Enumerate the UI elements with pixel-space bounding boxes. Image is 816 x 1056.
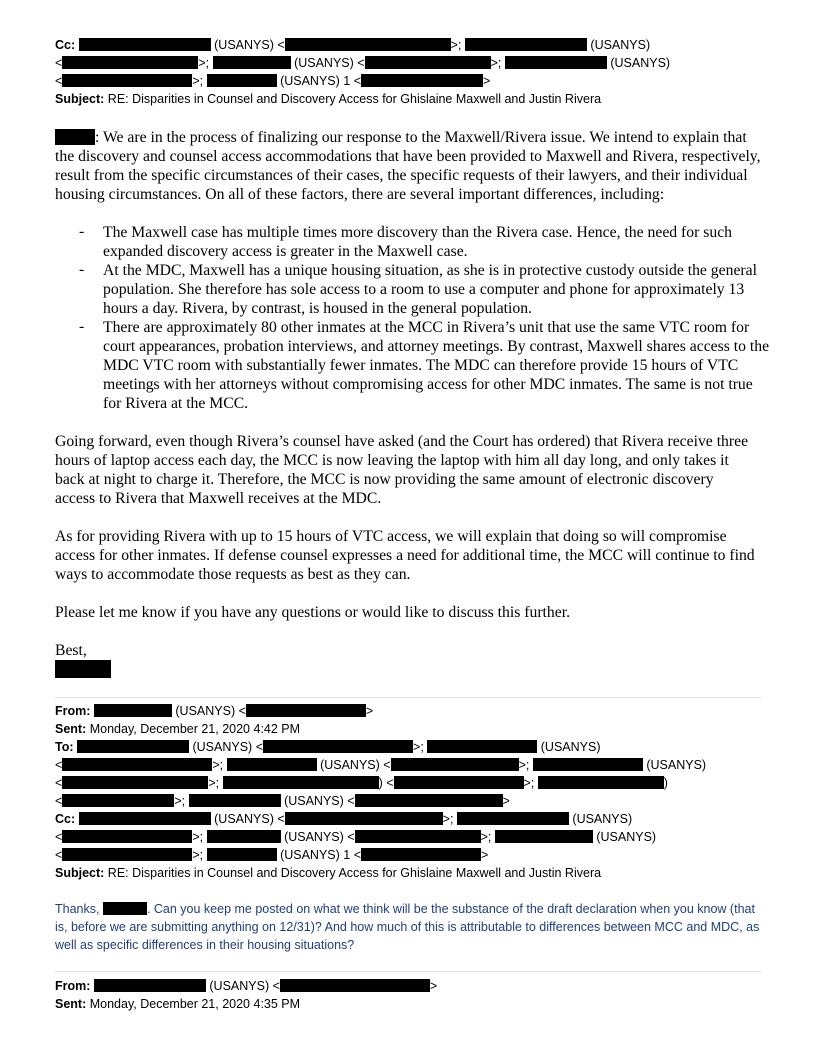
redaction [227, 758, 317, 771]
redaction [79, 812, 211, 825]
redaction [189, 794, 281, 807]
redaction [62, 758, 212, 771]
redaction [394, 776, 524, 789]
redaction [280, 979, 430, 992]
org-label: (USANYS) [320, 758, 380, 772]
redaction [213, 56, 291, 69]
bullet-item-2: At the MDC, Maxwell has a unique housing situation, as she is in protective custody outside the general population. She therefore has sole access to a room to use a computer and phone for approximately 13 hours a day. Rivera, by contrast, is housed in the general population. [103, 262, 757, 317]
header2-cc-line-1: Cc: (USANYS) < >; (USANYS) [55, 812, 633, 826]
bullet-marker: - [79, 223, 85, 240]
redaction [391, 758, 519, 771]
header1-cc-line-3: < >; (USANYS) 1 < > [55, 74, 491, 88]
header2-subject-line [55, 864, 601, 882]
org-label: (USANYS) [596, 830, 657, 844]
separator [55, 971, 761, 972]
subject-label: Subject: [55, 92, 105, 106]
redaction [94, 979, 206, 992]
sent-date: Monday, December 21, 2020 4:35 PM [89, 997, 301, 1011]
org-label: (USANYS) [284, 794, 344, 808]
bullet-item-3: There are approximately 80 other inmates at the MCC in Rivera’s unit that use the same VTC room for court appearances, probation interviews, and attorney meetings. By contrast, Maxwell shares access to the MDC VTC room with substantially fewer inmates. The MDC can therefore provide 15 hours of VTC meetings with her attorneys without compromising access for other MDC inmates. The same is not true for Rivera at the MCC. [103, 319, 770, 412]
redaction [62, 74, 192, 87]
header2-to-line-4: < >; (USANYS) < > [55, 794, 510, 808]
redaction [246, 704, 366, 717]
header2-from-line: From: (USANYS) < > [55, 704, 374, 718]
org-label: (USANYS) [214, 812, 274, 826]
redaction [427, 740, 537, 753]
redaction [94, 704, 172, 717]
redaction-signature [55, 660, 111, 678]
redaction [207, 74, 277, 87]
header1-subject-line [55, 90, 601, 108]
cc-label: Cc: [55, 38, 76, 52]
org-label: (USANYS) [610, 56, 671, 70]
redaction [263, 740, 413, 753]
header2-cc-line-2: < >; (USANYS) < >; (USANYS) [55, 830, 657, 844]
from-label: From: [55, 979, 91, 993]
redaction [79, 38, 211, 51]
org-label: (USANYS) 1 [280, 74, 351, 88]
redaction [207, 830, 281, 843]
redaction [55, 129, 95, 145]
redaction [285, 812, 443, 825]
redaction [62, 794, 174, 807]
org-label: (USANYS) [646, 758, 707, 772]
to-label: To: [55, 740, 74, 754]
header2-sent-line [55, 720, 300, 738]
sent-label: Sent: [55, 722, 87, 736]
redaction [505, 56, 607, 69]
subject-label: Subject: [55, 866, 105, 880]
org-label: (USANYS) [294, 56, 354, 70]
bullet-marker: - [79, 261, 85, 278]
header1-cc-line-2: < >; (USANYS) < >; (USANYS) [55, 56, 671, 70]
separator [55, 697, 761, 698]
redaction [355, 830, 481, 843]
redaction [355, 794, 503, 807]
subject-text: RE: Disparities in Counsel and Discovery Access for Ghislaine Maxwell and Justin Rivera [107, 92, 602, 106]
message2-text: Thanks, . Can you keep me posted on what we think will be the substance of the draft declaration when you know (that is, before we are submitting anything on 12/31)? And how much of this is attributable to differences between MCC and MDC, as well as specific differences in their housing situations? [55, 902, 760, 952]
signoff: Best, [55, 642, 87, 659]
redaction [62, 56, 198, 69]
redaction [62, 776, 208, 789]
sent-label: Sent: [55, 997, 87, 1011]
redaction [62, 848, 192, 861]
org-label: (USANYS) [209, 979, 270, 993]
redaction [457, 812, 569, 825]
org-label: (USANYS) [214, 38, 274, 52]
org-label: (USANYS) [284, 830, 344, 844]
redaction [495, 830, 593, 843]
sent-date: Monday, December 21, 2020 4:42 PM [89, 722, 301, 736]
from-label: From: [55, 704, 91, 718]
bullet-marker: - [79, 318, 85, 335]
subject-text: RE: Disparities in Counsel and Discovery Access for Ghislaine Maxwell and Justin Rivera [107, 866, 602, 880]
message1-intro: : We are in the process of finalizing our response to the Maxwell/Rivera issue. We intend to explain that the discovery and counsel access accommodations that have been provided to Maxwell and Rivera, respectively, result from the specific circumstances of their cases, the specific requests of their lawyers, and their individual housing circumstances. On all of these factors, there are several important differences, including: [55, 129, 761, 203]
org-label: (USANYS) [540, 740, 601, 754]
bullet-item-1: The Maxwell case has multiple times more discovery than the Rivera case. Hence, the need for such expanded discovery access is greater in the Maxwell case. [103, 224, 733, 260]
org-label: (USANYS) [590, 38, 651, 52]
redaction [77, 740, 189, 753]
message1-paragraph-2: Going forward, even though Rivera’s counsel have asked (and the Court has ordered) that Rivera receive three hours of laptop access each day, the MCC is now leaving the laptop with him all day long, and only takes it back at night to charge it. Therefore, the MCC is now providing the same amount of electronic discovery access to Rivera that Maxwell receives at the MDC. [55, 433, 749, 507]
redaction [538, 776, 664, 789]
redaction [207, 848, 277, 861]
org-label: (USANYS) [572, 812, 633, 826]
org-label: (USANYS) [175, 704, 236, 718]
redaction [365, 56, 491, 69]
redaction [62, 830, 192, 843]
message1-paragraph-4: Please let me know if you have any questions or would like to discuss this further. [55, 604, 570, 621]
header1-cc-line-1: Cc: (USANYS) < >; (USANYS) [55, 38, 651, 52]
redaction [103, 902, 147, 915]
header3-from-line: From: (USANYS) < > [55, 979, 438, 993]
header2-to-line-1: To: (USANYS) < >; (USANYS) [55, 740, 601, 754]
redaction [533, 758, 643, 771]
header2-to-line-3: < >; ) < >; ) [55, 776, 668, 790]
redaction [465, 38, 587, 51]
redaction [361, 848, 481, 861]
header2-to-line-2: < >; (USANYS) < >; (USANYS) [55, 758, 707, 772]
header2-cc-line-3: < >; (USANYS) 1 < > [55, 848, 489, 862]
header3-sent-line [55, 995, 300, 1013]
redaction [285, 38, 451, 51]
message1-paragraph-3: As for providing Rivera with up to 15 hours of VTC access, we will explain that doing so will compromise access for other inmates. If defense counsel expresses a need for additional time, the MCC will continue to find ways to accommodate those requests as best as they can. [55, 528, 755, 583]
redaction [223, 776, 379, 789]
redaction [361, 74, 483, 87]
org-label: (USANYS) 1 [280, 848, 351, 862]
org-label: (USANYS) [192, 740, 253, 754]
cc-label: Cc: [55, 812, 76, 826]
